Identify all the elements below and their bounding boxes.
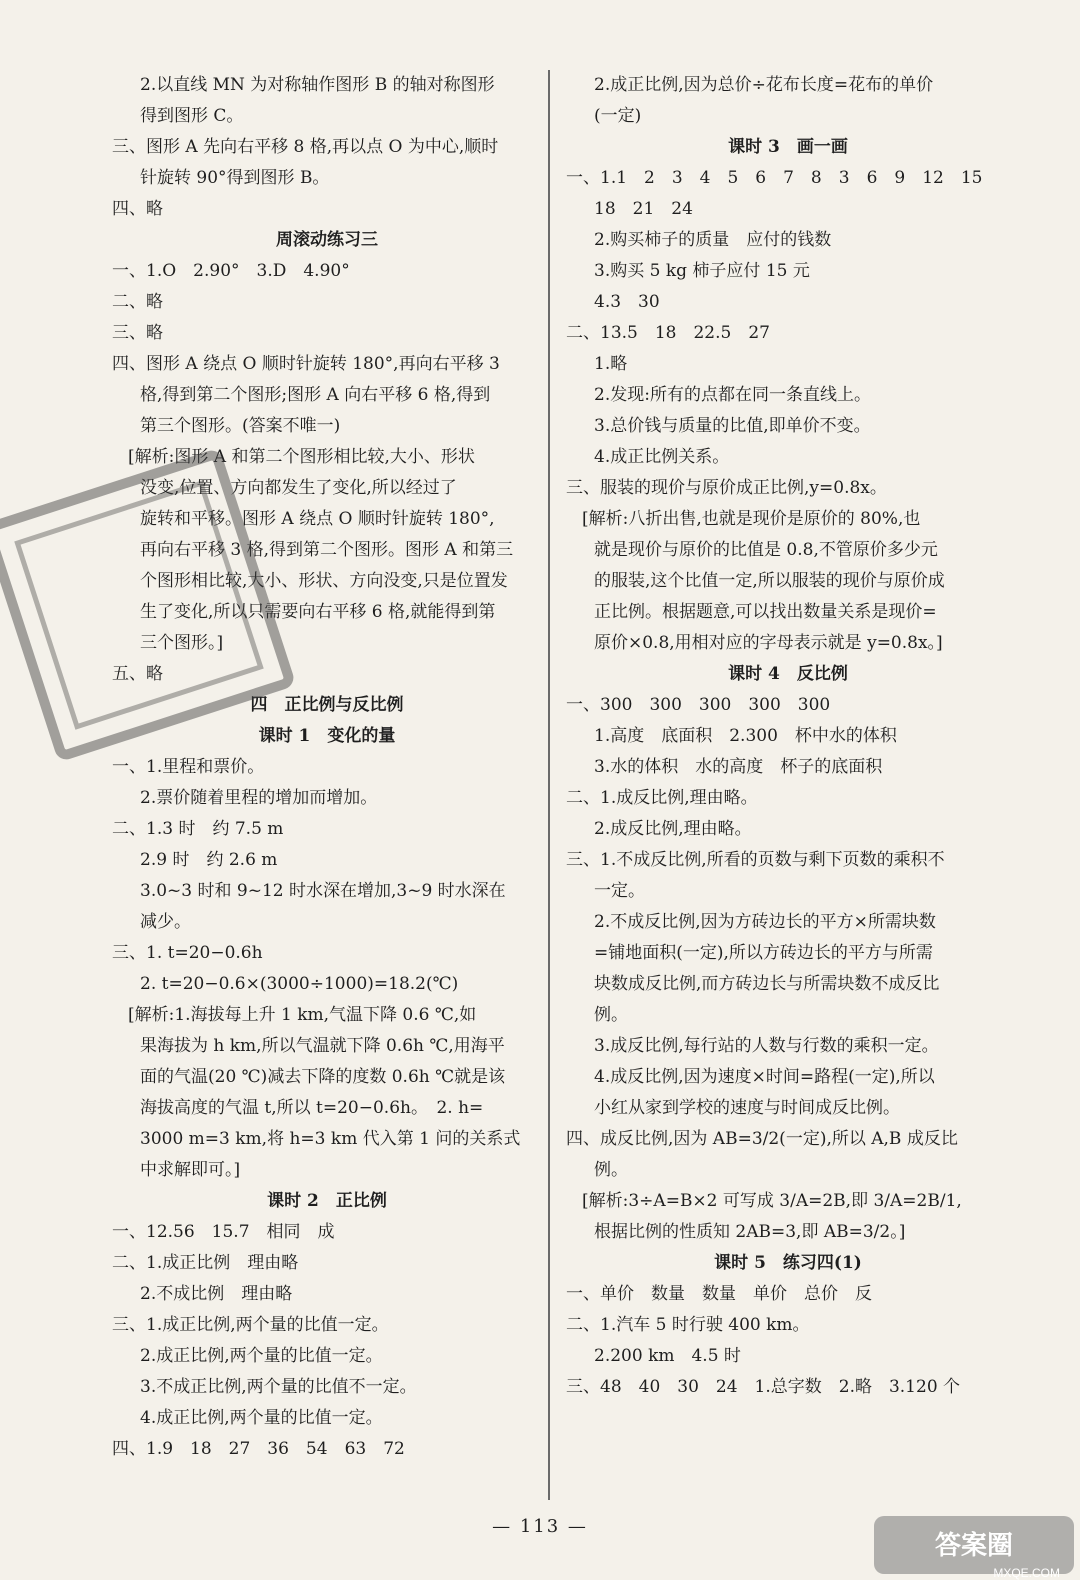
left-text-line: 再向右平移 3 格,得到第二个图形。图形 A 和第三 [140,540,514,560]
left-text-line: 三、图形 A 先向右平移 8 格,再以点 O 为中心,顺时 [112,137,499,157]
left-column [112,70,542,1465]
watermark-url: MXQE.COM [993,1566,1060,1580]
right-text-line: 块数成反比例,而方砖边长与所需块数不成反比 [594,974,940,994]
left-text-line: 个图形相比较,大小、形状、方向没变,只是位置发 [140,571,508,591]
column-divider [548,70,550,1500]
right-text-line: 二、13.5 18 22.5 27 [566,323,770,343]
right-text-line: 四、成反比例,因为 AB=3/2(一定),所以 A,B 成反比 [566,1129,958,1149]
left-text-line: 2.票价随着里程的增加而增加。 [140,788,378,808]
watermark-text: 答案圈 [934,1530,1013,1560]
right-text-line: 一、单价 数量 数量 单价 总价 反 [566,1284,872,1304]
left-text-line: 得到图形 C。 [140,106,244,126]
right-text-line: 1.高度 底面积 2.300 杯中水的体积 [594,726,897,746]
right-text-line: 的服装,这个比值一定,所以服装的现价与原价成 [594,571,945,591]
right-text-line: 2.200 km 4.5 时 [594,1346,741,1366]
left-text-line: 二、略 [112,292,163,312]
left-text-line: 一、1.里程和票价。 [112,757,265,777]
left-text-line: 3000 m=3 km,将 h=3 km 代入第 1 问的关系式 [140,1129,521,1149]
right-text-line: 一定。 [594,881,645,901]
right-text-line: 2.发现:所有的点都在同一条直线上。 [594,385,871,405]
left-text-line: 二、1.成正比例 理由略 [112,1253,299,1273]
left-text-line: 三个图形。] [140,633,224,653]
right-column [566,70,1010,1403]
left-text-line: 四 正比例与反比例 [250,695,404,715]
right-text-line: 例。 [594,1005,628,1025]
right-text-line: 三、48 40 30 24 1.总字数 2.略 3.120 个 [566,1377,961,1397]
left-text-line: 生了变化,所以只需要向右平移 6 格,就能得到第 [140,602,496,622]
left-text-line: 减少。 [140,912,191,932]
left-text-line: 3.不成正比例,两个量的比值不一定。 [140,1377,417,1397]
left-text-line: 4.成正比例,两个量的比值一定。 [140,1408,383,1428]
right-text-line: 三、服装的现价与原价成正比例,y=0.8x。 [566,478,887,498]
right-text-line: (一定) [594,106,642,126]
left-text-line: 2.9 时 约 2.6 m [140,850,278,870]
left-text-line: 五、略 [112,664,163,684]
right-text-line: 原价×0.8,用相对应的字母表示就是 y=0.8x。] [594,633,943,653]
right-text-line: 3.水的体积 水的高度 杯子的底面积 [594,757,883,777]
right-text-line: [解析:八折出售,也就是现价是原价的 80%,也 [582,509,921,529]
right-text-line: 正比例。根据题意,可以找出数量关系是现价= [594,602,937,622]
right-text-line: 课时 3 画一画 [728,137,848,157]
right-text-line: 一、300 300 300 300 300 [566,695,831,715]
left-text-line: 中求解即可。] [140,1160,241,1180]
right-text-line: 根据比例的性质知 2AB=3,即 AB=3/2。] [594,1222,906,1242]
right-text-line: 例。 [594,1160,628,1180]
left-text-line: 旋转和平移。图形 A 绕点 O 顺时针旋转 180°, [140,509,495,529]
right-text-line: 2.成反比例,理由略。 [594,819,752,839]
right-text-line: 2.不成反比例,因为方砖边长的平方×所需块数 [594,912,936,932]
right-text-line: 4.3 30 [594,292,660,312]
left-text-line: 四、图形 A 绕点 O 顺时针旋转 180°,再向右平移 3 [112,354,500,374]
right-text-line: 1.略 [594,354,628,374]
right-text-line: 4.成反比例,因为速度×时间=路程(一定),所以 [594,1067,935,1087]
left-text-line: 第三个图形。(答案不唯一) [140,416,341,436]
page-number: — 113 — [492,1516,588,1537]
left-text-line: [解析:图形 A 和第二个图形相比较,大小、形状 [128,447,475,467]
left-text-line: 针旋转 90°得到图形 B。 [140,168,330,188]
right-text-line: 2.购买柿子的质量 应付的钱数 [594,230,832,250]
right-text-line: 二、1.成反比例,理由略。 [566,788,758,808]
left-text-line: 二、1.3 时 约 7.5 m [112,819,284,839]
right-text-line: 18 21 24 [594,199,693,219]
left-text-line: 果海拔为 h km,所以气温就下降 0.6h ℃,用海平 [140,1036,505,1056]
left-text-line: 面的气温(20 ℃)减去下降的度数 0.6h ℃就是该 [140,1067,506,1087]
left-text-line: 三、略 [112,323,163,343]
right-text-line: 4.成正比例关系。 [594,447,730,467]
left-text-line: 3.0~3 时和 9~12 时水深在增加,3~9 时水深在 [140,881,506,901]
right-text-line: [解析:3÷A=B×2 可写成 3/A=2B,即 3/A=2B/1, [582,1191,962,1211]
right-text-line: 课时 5 练习四(1) [714,1253,862,1273]
left-text-line: 周滚动练习三 [276,230,378,250]
left-text-line: 四、略 [112,199,163,219]
left-text-line: 2. t=20−0.6×(3000÷1000)=18.2(℃) [140,974,459,994]
left-text-line: 2.以直线 MN 为对称轴作图形 B 的轴对称图形 [140,75,495,95]
left-text-line: 三、1. t=20−0.6h [112,943,263,963]
right-text-line: 一、1.1 2 3 4 5 6 7 8 3 6 9 12 15 [566,168,983,188]
right-text-line: 三、1.不成反比例,所看的页数与剩下页数的乘积不 [566,850,945,870]
right-text-line: 小红从家到学校的速度与时间成反比例。 [594,1098,900,1118]
right-text-line: 二、1.汽车 5 时行驶 400 km。 [566,1315,810,1335]
left-text-line: 没变,位置、方向都发生了变化,所以经过了 [140,478,457,498]
left-text-line: 一、1.O 2.90° 3.D 4.90° [112,261,350,281]
left-text-line: 海拔高度的气温 t,所以 t=20−0.6h。 2. h= [140,1098,484,1118]
right-text-line: 3.总价钱与质量的比值,即单价不变。 [594,416,871,436]
left-text-line: 四、1.9 18 27 36 54 63 72 [112,1439,405,1459]
left-text-line: 三、1.成正比例,两个量的比值一定。 [112,1315,389,1335]
left-text-line: 一、12.56 15.7 相同 成 [112,1222,335,1242]
right-text-line: 就是现价与原价的比值是 0.8,不管原价多少元 [594,540,938,560]
left-text-line: 课时 1 变化的量 [258,726,396,746]
left-text-line: 格,得到第二个图形;图形 A 向右平移 6 格,得到 [140,385,491,405]
left-text-line: 2.成正比例,两个量的比值一定。 [140,1346,383,1366]
left-text-line: 课时 2 正比例 [267,1191,387,1211]
right-text-line: 2.成正比例,因为总价÷花布长度=花布的单价 [594,75,934,95]
right-text-line: 3.购买 5 kg 柿子应付 15 元 [594,261,810,281]
right-text-line: 3.成反比例,每行站的人数与行数的乘积一定。 [594,1036,939,1056]
right-text-line: 课时 4 反比例 [728,664,848,684]
left-text-line: [解析:1.海拔每上升 1 km,气温下降 0.6 ℃,如 [128,1005,477,1025]
right-text-line: =铺地面积(一定),所以方砖边长的平方与所需 [594,943,933,963]
left-text-line: 2.不成比例 理由略 [140,1284,293,1304]
